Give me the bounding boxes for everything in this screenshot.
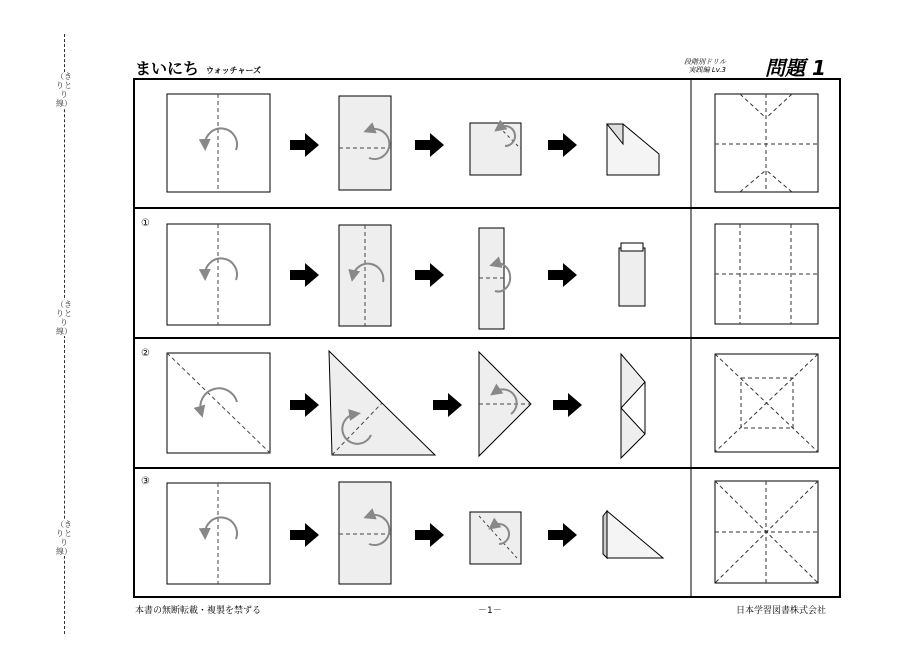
drill-line-2: 実践編 Lv.3: [688, 66, 726, 74]
drill-label: [660, 58, 726, 74]
footer-publisher: 日本学習図書株式会社: [736, 606, 827, 616]
cut-label: （きりとり線）: [56, 72, 72, 108]
problem-number: 問題 1: [765, 56, 826, 80]
row-0-answer: [715, 94, 818, 192]
footer-page-number: －1－: [478, 606, 502, 616]
row-3-answer: [715, 481, 818, 583]
row-number-3: ③: [141, 476, 150, 487]
cut-label: （きりとり線）: [56, 300, 72, 336]
footer-copyright: 本書の無断転載・複製を禁ずる: [135, 606, 262, 616]
row-number-2: ②: [141, 348, 150, 359]
step-arrows: [290, 133, 582, 547]
drill-line-1: 段階別ドリル: [684, 58, 726, 66]
row-number-1: ①: [141, 218, 150, 229]
page-subtitle: ウォッチャーズ: [206, 66, 262, 75]
page-title: まいにち: [135, 59, 200, 78]
row-1-answer: [715, 224, 818, 324]
row-0-steps: [167, 94, 659, 192]
cut-label: （きりとり線）: [56, 520, 72, 556]
worksheet-diagrams: [133, 78, 841, 598]
row-2-answer: [715, 354, 818, 452]
